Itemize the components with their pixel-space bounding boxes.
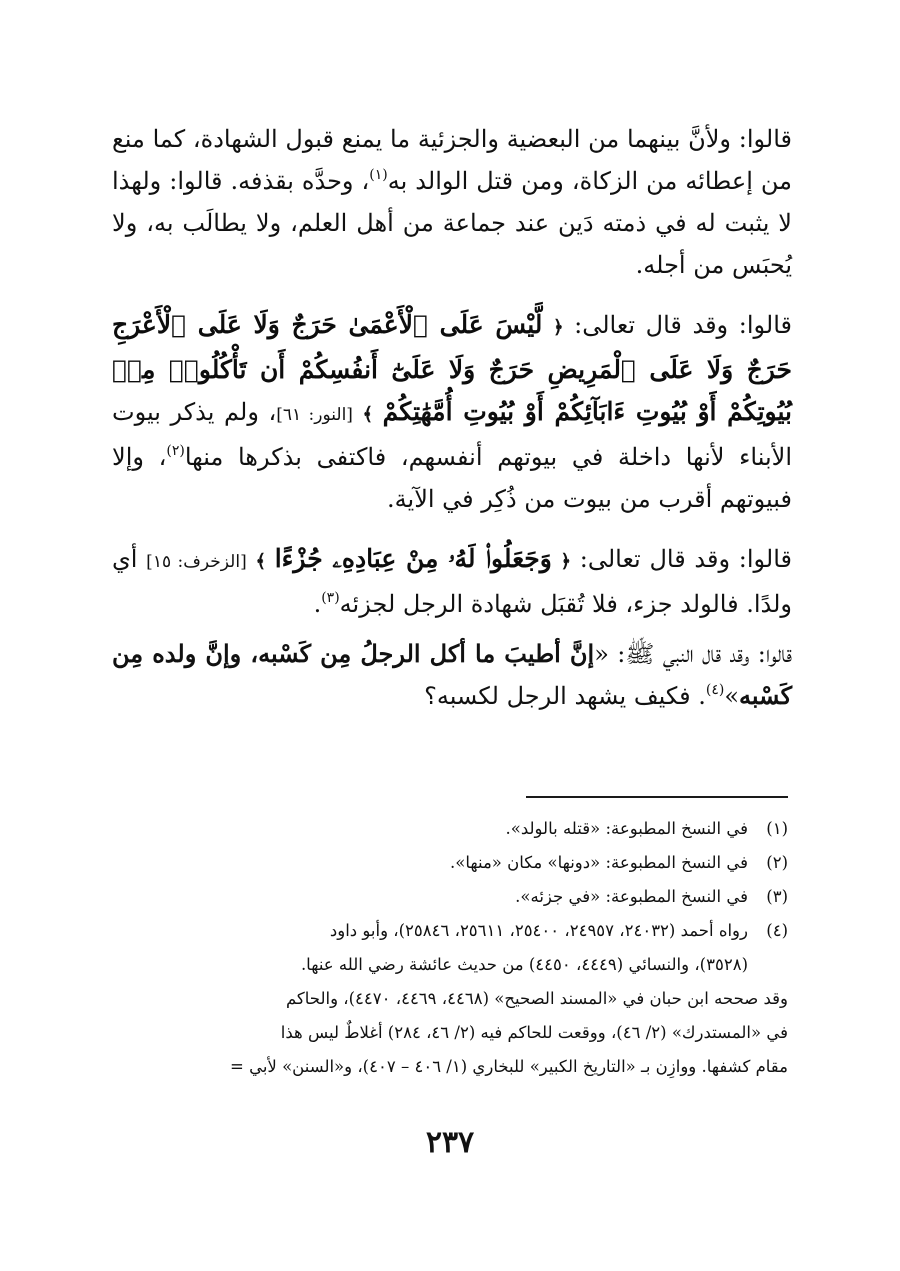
paragraph-text: ، ولم يذكر بيوت الأبناء لأنها داخلة في بيوتهم أنفسهم، فاكتفى بذكرها منها [112,398,793,471]
footnote-4 [118,914,788,982]
footnote-2 [118,846,788,880]
footnote-continuation-line: وقد صححه ابن حبان في «المسند الصحيح» (٤٤٦٨، ٤٤٦٩، ٤٤٧٠)، والحاكم [285,989,788,1008]
paragraph-text: ، وإلا فبيوتهم أقرب من بيوت من ذُكِر في الآية. [112,443,792,513]
paragraph-text: ، وحدَّه بقذفه. قالوا: ولهذا لا يثبت له في ذمته دَين عند جماعة من أهل العلم، ولا يطالَب به، ولا يُحبَس من أجله. [112,167,792,279]
paragraph-2 [112,304,792,520]
paragraph-text: قالوا: وقد قال النبي ﷺ: « [594,640,793,668]
quran-bracket-close: ﴾ [362,404,374,425]
footnote-text: في النسخ المطبوعة: «في جزئه». [515,887,748,906]
page-number: ٢٣٧ [425,1125,475,1160]
main-text [112,118,792,717]
footnote-text [118,914,756,982]
footnote-1 [118,812,788,846]
footnote-marker-4: (٤) [705,682,725,698]
footnote-marker-1: (١) [369,167,388,183]
hadith-text: إنَّ أطيبَ ما أكل الرجلُ مِن كَسْبه، وإنَّ ولده مِن كَسْبه [112,639,792,710]
footnote-line: رواه أحمد (٢٤٠٣٢، ٢٤٩٥٧، ٢٥٤٠٠، ٢٥٦١١، ٢٥٨٤٦)، وأبو داود [329,921,748,940]
footnote-3 [118,880,788,914]
footnote-separator [526,796,788,798]
footnote-marker-3: (٣) [321,590,340,606]
paragraph-3 [112,538,792,625]
paragraph-text: أي ولدًا. فالولد جزء، فلا تُقبَل شهادة الرجل لجزئه [112,545,792,618]
paragraph-text: قالوا: وقد قال تعالى: [574,311,792,339]
verse-reference: [النور: ٦١] [276,405,353,425]
paragraph-4 [112,633,792,717]
paragraph-text: . فكيف يشهد الرجل لكسبه؟ [424,682,706,710]
paragraph-text: قالوا: وقد قال تعالى: [579,545,792,573]
footnotes [118,812,788,1084]
quran-bracket-open: ﴿ [552,317,564,338]
footnote-continuation-line: في «المستدرك» (٢/ ٤٦)، ووقعت للحاكم فيه (٢/ ٤٦، ٢٨٤) أغلاطٌ ليس هذا [280,1023,788,1042]
verse-reference: [الزخرف: ١٥] [146,552,247,572]
footnote-marker-2: (٢) [166,443,185,459]
footnote-number: (٤) [766,921,788,940]
footnote-number: (٣) [766,887,788,906]
paragraph-text: » [724,682,740,710]
footnote-continuation-line: مقام كشفها. ووازِن بـ «التاريخ الكبير» للبخاري (١/ ٤٠٦ – ٤٠٧)، و«السنن» لأبي = [230,1057,788,1076]
quran-verse: وَجَعَلُوا۟ لَهُۥ مِنْ عِبَادِهِۦ جُزْءًا [274,544,552,573]
footnote-line: (٣٥٢٨)، والنسائي (٤٤٤٩، ٤٤٥٠) من حديث عائشة رضي الله عنها. [300,955,748,974]
quran-bracket-open: ﴿ [560,551,572,572]
footnote-text: في النسخ المطبوعة: «دونها» مكان «منها». [450,853,748,872]
paragraph-1 [112,118,792,286]
footnote-number: (١) [766,819,788,838]
quran-verse: لَّيْسَ عَلَى ٱلْأَعْمَىٰ حَرَجٌ وَلَا عَلَى ٱلْأَعْرَجِ حَرَجٌ وَلَا عَلَى ٱلْمَرِيضِ حَرَجٌ وَلَا عَلَىٰٓ أَنفُسِكُمْ أَن تَأْكُلُوا۟ مِنۢ بُيُوتِكُمْ أَوْ بُيُوتِ ءَابَآئِكُمْ أَوْ بُيُوتِ أُمَّهَٰتِكُمْ [112,310,792,426]
footnote-number: (٢) [766,853,788,872]
paragraph-text: . [313,590,322,618]
quran-bracket-close: ﴾ [255,551,266,572]
footnote-text: في النسخ المطبوعة: «قتله بالولد». [505,819,748,838]
paragraph-text: قالوا: ولأنَّ بينهما من البعضية والجزئية ما يمنع قبول الشهادة، كما منع من إعطائه من الزكاة، ومن قتل الوالد به [112,125,792,195]
